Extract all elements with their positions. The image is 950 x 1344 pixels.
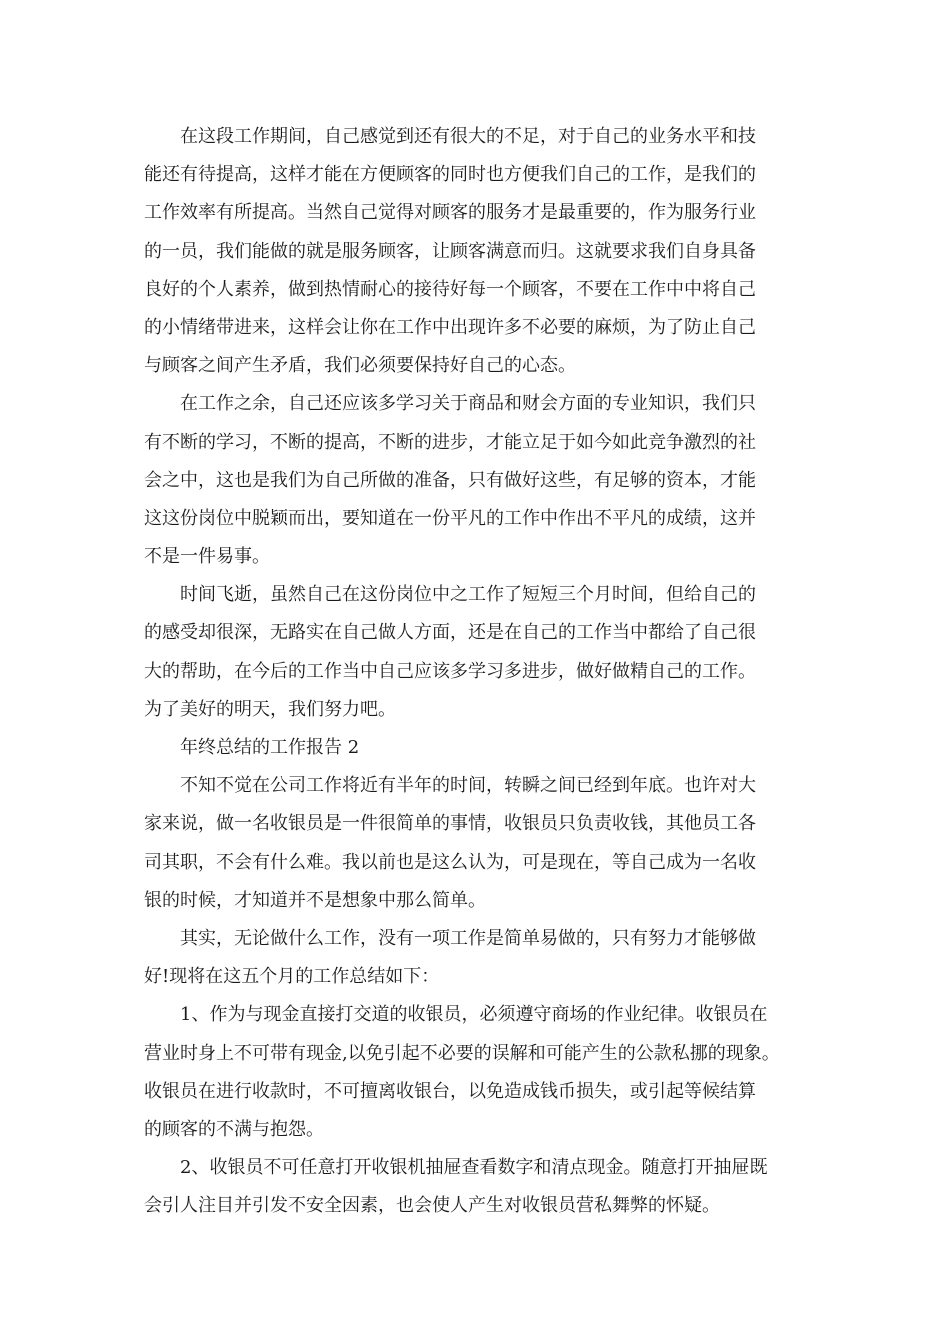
- text-line: 家来说，做一名收银员是一件很简单的事情，收银员只负责收钱，其他员工各: [144, 813, 756, 835]
- text-line: 能还有待提高，这样才能在方便顾客的同时也方便我们自己的工作，是我们的: [144, 164, 756, 186]
- section-heading: 年终总结的工作报告 2: [180, 737, 360, 758]
- text-line: 在工作之余，自己还应该多学习关于商品和财会方面的专业知识，我们只: [180, 393, 756, 415]
- text-line: 司其职，不会有什么难。我以前也是这么认为，可是现在，等自己成为一名收: [144, 851, 756, 873]
- document-body: [144, 118, 824, 1225]
- text-line: 这这份岗位中脱颖而出，要知道在一份平凡的工作中作出不平凡的成绩，这并: [144, 507, 756, 529]
- text-line: 有不断的学习，不断的提高，不断的进步，才能立足于如今如此竞争激烈的社: [144, 431, 756, 453]
- text-line: 时间飞逝，虽然自己在这份岗位中之工作了短短三个月时间，但给自己的: [180, 584, 756, 606]
- text-line: 2、收银员不可任意打开收银机抽屉查看数字和清点现金。随意打开抽屉既: [180, 1157, 768, 1179]
- text-line: 会之中，这也是我们为自己所做的准备，只有做好这些，有足够的资本，才能: [144, 469, 756, 491]
- text-line: 的顾客的不满与抱怨。: [144, 1118, 324, 1140]
- text-line: 的一员，我们能做的就是服务顾客，让顾客满意而归。这就要求我们自身具备: [144, 240, 756, 262]
- text-line: 的小情绪带进来，这样会让你在工作中出现许多不必要的麻烦，为了防止自己: [144, 316, 756, 338]
- text-line: 工作效率有所提高。当然自己觉得对顾客的服务才是最重要的，作为服务行业: [144, 202, 756, 224]
- text-line: 不知不觉在公司工作将近有半年的时间，转瞬之间已经到年底。也许对大: [180, 775, 756, 797]
- text-line: 好!现将在这五个月的工作总结如下：: [144, 966, 440, 988]
- text-line: 营业时身上不可带有现金,以免引起不必要的误解和可能产生的公款私挪的现象。: [144, 1042, 780, 1064]
- text-line: 银的时候，才知道并不是想象中那么简单。: [144, 889, 486, 911]
- text-line: 在这段工作期间，自己感觉到还有很大的不足，对于自己的业务水平和技: [180, 126, 756, 147]
- text-line: 为了美好的明天，我们努力吧。: [144, 698, 396, 720]
- text-line: 良好的个人素养，做到热情耐心的接待好每一个顾客，不要在工作中中将自己: [144, 278, 756, 300]
- text-line: 收银员在进行收款时，不可擅离收银台，以免造成钱币损失，或引起等候结算: [144, 1080, 756, 1102]
- text-line: 不是一件易事。: [144, 546, 270, 568]
- text-line: 会引人注目并引发不安全因素，也会使人产生对收银员营私舞弊的怀疑。: [144, 1195, 720, 1217]
- text-line: 1、作为与现金直接打交道的收银员，必须遵守商场的作业纪律。收银员在: [180, 1004, 768, 1026]
- text-line: 大的帮助，在今后的工作当中自己应该多学习多进步，做好做精自己的工作。: [144, 660, 756, 682]
- text-line: 的感受却很深，无路实在自己做人方面，还是在自己的工作当中都给了自己很: [144, 622, 756, 644]
- text-line: 其实，无论做什么工作，没有一项工作是简单易做的，只有努力才能够做: [180, 927, 756, 949]
- text-line: 与顾客之间产生矛盾，我们必须要保持好自己的心态。: [144, 355, 576, 377]
